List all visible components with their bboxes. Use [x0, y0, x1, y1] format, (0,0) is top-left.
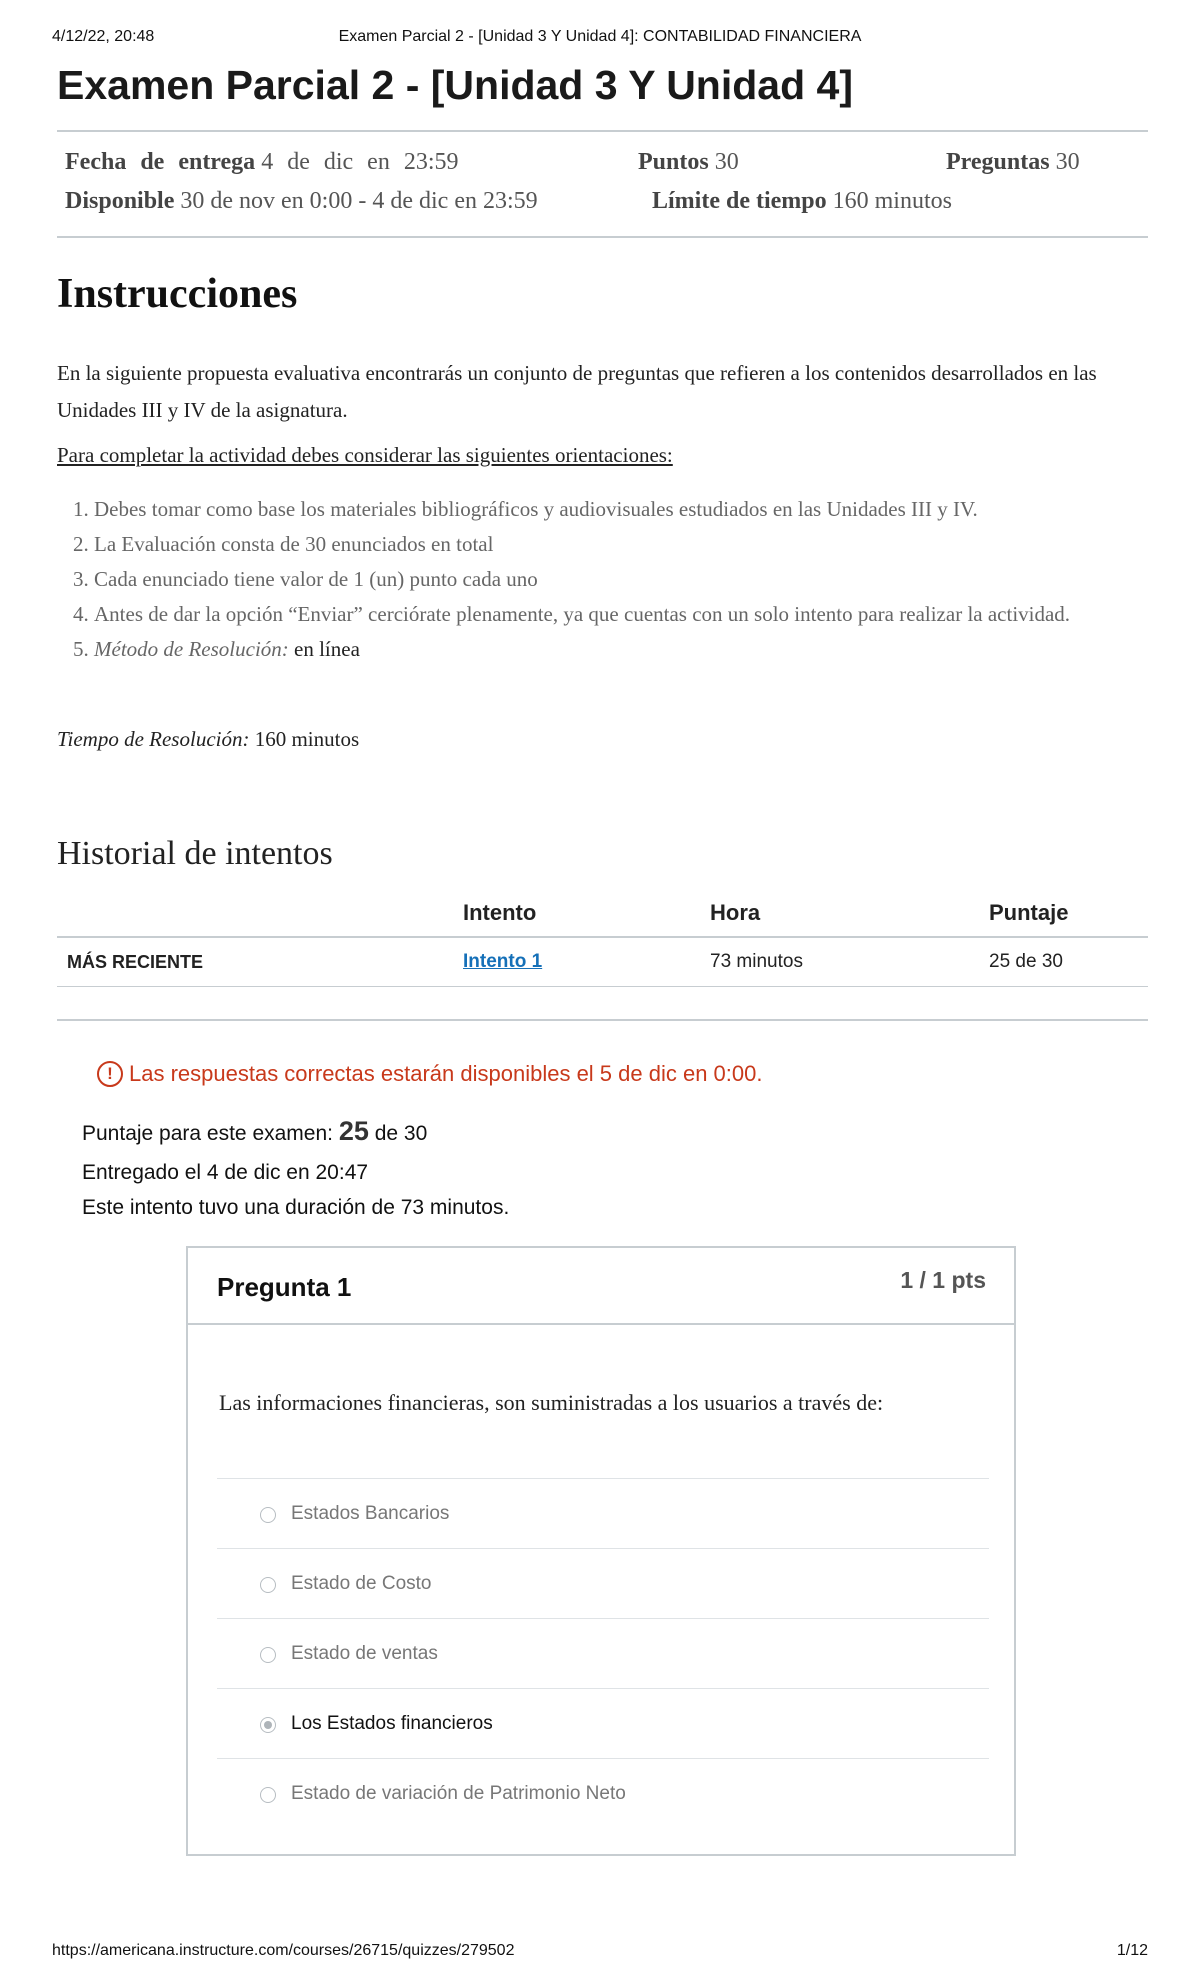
- print-header: [52, 28, 1148, 48]
- attempt-cell: [453, 937, 700, 987]
- column-header: [57, 888, 453, 937]
- radio-button[interactable]: [260, 1787, 276, 1803]
- print-document-title: Examen Parcial 2 - [Unidad 3 Y Unidad 4]: CONTABILIDAD FINANCIERA: [338, 28, 862, 45]
- radio-button-checked[interactable]: [260, 1717, 276, 1733]
- orientations-label: Para completar la actividad debes considerar las siguientes orientaciones:: [57, 443, 673, 467]
- questions-label: Preguntas: [946, 149, 1050, 175]
- score-value: 25: [338, 1116, 369, 1146]
- page-title: Examen Parcial 2 - [Unidad 3 Y Unidad 4]: [57, 62, 853, 108]
- attempt-duration: Este intento tuvo una duración de 73 minutos.: [82, 1196, 510, 1219]
- quiz-score: [82, 1116, 427, 1147]
- answer-label: Los Estados financieros: [291, 1713, 493, 1734]
- page-number: 1/12: [1116, 1942, 1148, 1959]
- time-limit-value: 160 minutos: [832, 188, 952, 214]
- answer-option[interactable]: [217, 1758, 989, 1828]
- print-footer: [52, 1942, 1148, 1962]
- question-text: Las informaciones financieras, son suministradas a los usuarios a través de:: [219, 1390, 884, 1415]
- column-header: Hora: [700, 888, 979, 937]
- method-value: en línea: [294, 637, 360, 661]
- answer-label: Estados Bancarios: [291, 1503, 450, 1524]
- instructions-heading: Instrucciones: [57, 271, 298, 317]
- time-limit-label: Límite de tiempo: [652, 188, 827, 214]
- due-date: [65, 149, 458, 176]
- resolution-time-label: Tiempo de Resolución:: [57, 727, 250, 751]
- column-header: Intento: [453, 888, 700, 937]
- available-label: Disponible: [65, 188, 175, 214]
- answer-label: Estado de Costo: [291, 1573, 432, 1594]
- points-label: Puntos: [638, 149, 709, 175]
- correct-answers-warning: [97, 1061, 763, 1087]
- answer-option[interactable]: [217, 1548, 989, 1618]
- most-recent-label: MÁS RECIENTE: [57, 937, 453, 987]
- instructions-intro: En la siguiente propuesta evaluativa encontrarás un conjunto de preguntas que refieren a los contenidos desarrollados en las Unidades III y IV de la asignatura.: [57, 361, 1097, 422]
- attempt-history-table: [57, 888, 1148, 987]
- column-header: Puntaje: [979, 888, 1148, 937]
- warning-icon: !: [97, 1061, 123, 1087]
- history-heading: Historial de intentos: [57, 835, 333, 872]
- page-url: https://americana.instructure.com/courses/26715/quizzes/279502: [52, 1942, 515, 1959]
- method-label: Método de Resolución:: [94, 637, 289, 661]
- answer-label: Estado de variación de Patrimonio Neto: [291, 1783, 626, 1804]
- divider: [57, 1019, 1148, 1021]
- score-suffix: de 30: [374, 1122, 428, 1145]
- available-value: 30 de nov en 0:00 - 4 de dic en 23:59: [180, 188, 538, 214]
- list-item: 4. Antes de dar la opción “Enviar” cerciórate plenamente, ya que cuentas con un solo intento para realizar la actividad.: [94, 597, 1185, 632]
- answer-option[interactable]: [217, 1478, 989, 1548]
- attempt-time: 73 minutos: [700, 937, 979, 987]
- question-header: [188, 1248, 1014, 1325]
- orientations-list: [57, 492, 1185, 667]
- due-label: Fecha de entrega: [65, 149, 256, 175]
- divider: [57, 236, 1148, 238]
- table-row: [57, 937, 1148, 987]
- list-item: 1. Debes tomar como base los materiales bibliográficos y audiovisuales estudiados en las Unidades III y IV.: [94, 492, 1185, 527]
- print-date: 4/12/22, 20:48: [52, 28, 155, 45]
- radio-button[interactable]: [260, 1647, 276, 1663]
- divider: [57, 130, 1148, 132]
- due-value: 4 de dic en 23:59: [261, 149, 459, 175]
- list-item: 2. La Evaluación consta de 30 enunciados en total: [94, 527, 1185, 562]
- answer-option-selected[interactable]: [217, 1688, 989, 1758]
- table-header-row: [57, 888, 1148, 937]
- submitted-at: Entregado el 4 de dic en 20:47: [82, 1161, 369, 1184]
- attempt-score: 25 de 30: [979, 937, 1148, 987]
- availability: [65, 188, 538, 215]
- list-item: [94, 632, 1185, 667]
- time-limit: [652, 188, 952, 215]
- question-title: Pregunta 1: [217, 1272, 352, 1302]
- questions-value: 30: [1055, 149, 1080, 175]
- answer-option[interactable]: [217, 1618, 989, 1688]
- radio-button[interactable]: [260, 1577, 276, 1593]
- questions-count: [946, 149, 1080, 176]
- points-value: 30: [714, 149, 739, 175]
- answer-label: Estado de ventas: [291, 1643, 438, 1664]
- attempt-link[interactable]: Intento 1: [463, 951, 543, 972]
- warning-text: Las respuestas correctas estarán disponibles el 5 de dic en 0:00.: [129, 1061, 763, 1086]
- question-card: [186, 1246, 1016, 1856]
- question-points: 1 / 1 pts: [900, 1267, 986, 1293]
- answer-list: [217, 1478, 989, 1828]
- points: [638, 149, 739, 176]
- score-prefix: Puntaje para este examen:: [82, 1122, 333, 1145]
- resolution-time: [57, 727, 359, 752]
- resolution-time-value: 160 minutos: [254, 727, 360, 751]
- radio-button[interactable]: [260, 1507, 276, 1523]
- list-item: 3. Cada enunciado tiene valor de 1 (un) punto cada uno: [94, 562, 1185, 597]
